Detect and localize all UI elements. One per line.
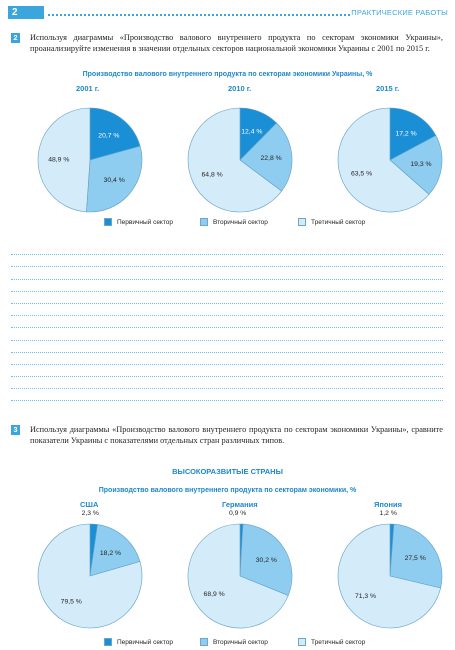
- pie-subtitle-2015: 2015 г.: [376, 84, 400, 93]
- pie-chart-germany: [180, 500, 300, 640]
- pie-data-label-tertiary: 79,5 %: [60, 598, 82, 606]
- ukraine-chart-title: Производство валового внутреннего продукта по секторам экономики Украины, %: [82, 71, 373, 78]
- legend-label-tertiary: Третичный сектор: [311, 638, 366, 646]
- answer-line[interactable]: [11, 377, 443, 389]
- pie-subtitle-2001: 2001 г.: [76, 84, 100, 93]
- pie-data-label-tertiary: 63,5 %: [350, 170, 373, 178]
- legend-item-secondary: [200, 217, 268, 227]
- pie-svg-2015: [330, 84, 450, 214]
- legend-label-primary: Первичный сектор: [117, 638, 173, 646]
- pie-subtitle-japan: Япония: [374, 500, 403, 509]
- pie-data-label-tertiary: 64,8 %: [201, 171, 223, 179]
- header-divider: [48, 14, 350, 16]
- pie-data-label-secondary: 30,4 %: [103, 177, 125, 185]
- answer-line[interactable]: [11, 280, 443, 292]
- pie-data-label-primary: 17,2 %: [395, 130, 417, 138]
- pie-data-label-primary: 2,3 %: [81, 510, 99, 518]
- answer-line[interactable]: [11, 267, 443, 279]
- answer-line[interactable]: [11, 353, 443, 365]
- task-2-text: Используя диаграммы «Производство валового внутреннего продукта по секторам экономики Украины», проанализируйте изменения в значении отдельных секторов национальной экономики Украины с 2001 по 2015 г.: [30, 33, 443, 53]
- pie-data-label-primary: 20,7 %: [98, 132, 120, 140]
- task-2-number: 2: [11, 33, 20, 43]
- task-3: [11, 424, 443, 460]
- page-number: 2: [8, 6, 44, 19]
- legend-swatch-secondary: [200, 638, 208, 646]
- pie-subtitle-germany: Германия: [222, 500, 258, 509]
- task-2: [11, 32, 443, 68]
- answer-line[interactable]: [11, 292, 443, 304]
- answer-line[interactable]: [11, 255, 443, 267]
- answer-line[interactable]: [11, 328, 443, 340]
- legend-item-primary: [104, 637, 173, 647]
- legend-item-primary: [104, 217, 173, 227]
- developed-countries-heading: ВЫСОКОРАЗВИТЫЕ СТРАНЫ: [172, 467, 283, 476]
- legend-swatch-tertiary: [298, 218, 306, 226]
- pie-chart-2010: [180, 84, 300, 224]
- legend-label-secondary: Вторичный сектор: [213, 218, 268, 226]
- pie-svg-japan: [330, 500, 450, 630]
- pie-data-label-tertiary: 68,9 %: [203, 590, 225, 598]
- pie-data-label-primary: 1,2 %: [379, 510, 397, 518]
- legend-label-primary: Первичный сектор: [117, 218, 173, 226]
- pie-data-label-secondary: 27,5 %: [404, 555, 426, 563]
- pie-data-label-primary: 0,9 %: [228, 510, 247, 518]
- legend-swatch-primary: [104, 218, 112, 226]
- legend-label-secondary: Вторичный сектор: [213, 638, 268, 646]
- answer-line[interactable]: [11, 316, 443, 328]
- pie-svg-2010: [180, 84, 300, 214]
- pie-data-label-tertiary: 71,3 %: [354, 592, 377, 600]
- answer-line[interactable]: [11, 341, 443, 353]
- section-title: ПРАКТИЧЕСКИЕ РАБОТЫ: [351, 8, 448, 17]
- task-3-number: 3: [11, 425, 20, 435]
- legend-item-tertiary: [298, 217, 365, 227]
- legend-swatch-secondary: [200, 218, 208, 226]
- legend-ukraine: [0, 217, 455, 229]
- pie-data-label-secondary: 22,8 %: [260, 155, 282, 163]
- legend-swatch-primary: [104, 638, 112, 646]
- pie-svg-usa: [30, 500, 150, 630]
- pie-chart-usa: [30, 500, 150, 640]
- answer-line[interactable]: [11, 389, 443, 401]
- legend-swatch-tertiary: [298, 638, 306, 646]
- answer-line[interactable]: [11, 243, 443, 255]
- answer-line[interactable]: [11, 365, 443, 377]
- task-3-text: Используя диаграммы «Производство валового внутреннего продукта по секторам экономики Украины», сравните показатели Украины с показателями отдельных стран различных типов.: [30, 425, 443, 445]
- pie-subtitle-2010: 2010 г.: [228, 84, 252, 93]
- legend-item-tertiary: [298, 637, 365, 647]
- pie-subtitle-usa: США: [80, 500, 99, 509]
- pie-data-label-secondary: 30,2 %: [255, 556, 277, 564]
- pie-svg-2001: [30, 84, 150, 214]
- pie-chart-2001: [30, 84, 150, 224]
- pie-data-label-secondary: 19,3 %: [410, 161, 432, 169]
- legend-countries: [0, 637, 455, 649]
- pie-data-label-primary: 12,4 %: [241, 128, 263, 136]
- countries-chart-title: Производство валового внутреннего продукта по секторам экономики, %: [98, 487, 357, 494]
- pie-data-label-tertiary: 48,9 %: [48, 156, 70, 164]
- pie-data-label-secondary: 18,2 %: [99, 549, 122, 557]
- legend-item-secondary: [200, 637, 268, 647]
- answer-lines[interactable]: [11, 243, 443, 401]
- legend-label-tertiary: Третичный сектор: [311, 218, 366, 226]
- page-header: [8, 6, 448, 20]
- pie-chart-japan: [330, 500, 450, 640]
- pie-chart-2015: [330, 84, 450, 224]
- pie-svg-germany: [180, 500, 300, 630]
- answer-line[interactable]: [11, 304, 443, 316]
